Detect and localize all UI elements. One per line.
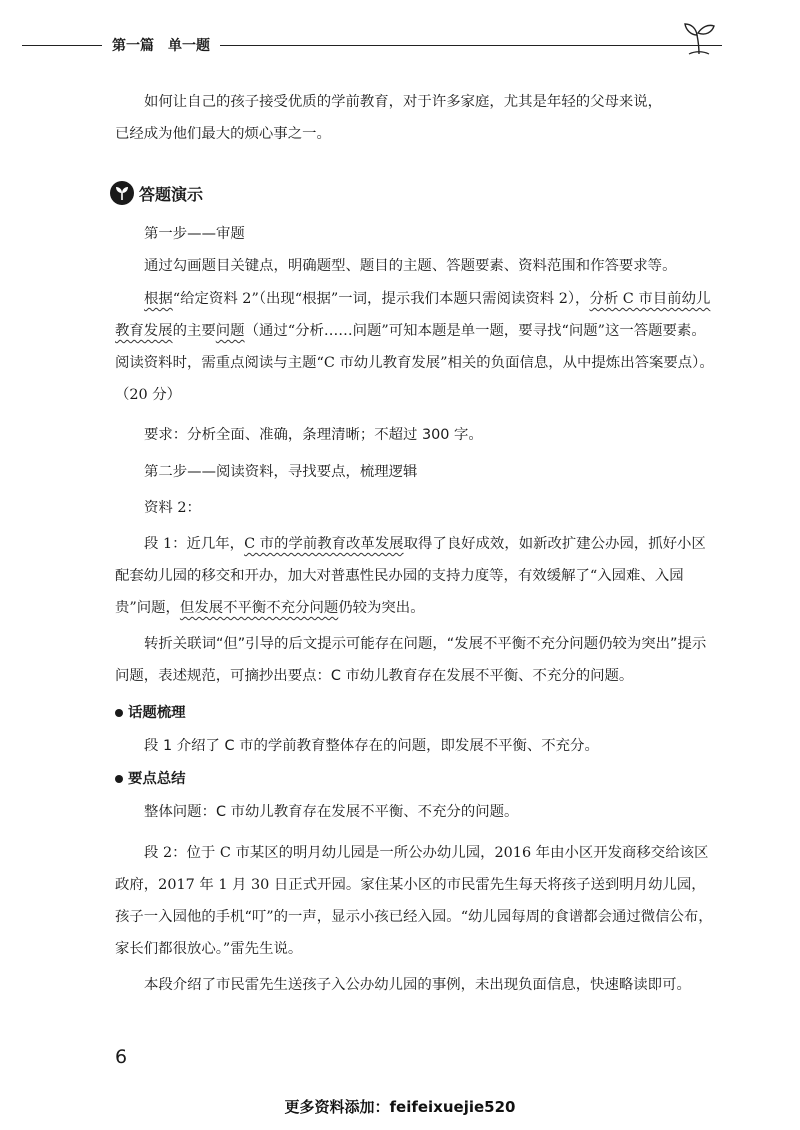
paragraph-1-analysis: 转折关联词“但”引导的后文提示可能存在问题，“发展不平衡不充分问题仍较为突出”提示问题，表述规范，可摘抄出要点：C 市幼儿教育存在发展不平衡、不充分的问题。 bbox=[115, 636, 707, 684]
page-number: 6 bbox=[115, 1046, 128, 1068]
topic-text: 段 1 介绍了 C 市的学前教育整体存在的问题，即发展不平衡、不充分。 bbox=[144, 738, 599, 754]
step2-title: 第二步——阅读资料，寻找要点，梳理逻辑 bbox=[144, 464, 418, 480]
step1-text-1: “给定资料 2”（出现“根据”一词，提示我们本题只需阅读资料 2）， bbox=[172, 291, 590, 307]
footer-promo: 更多资料添加：feifeixuejie520 bbox=[284, 1098, 516, 1116]
keyword-problem: 问题 bbox=[215, 323, 245, 339]
intro-line-2: 已经成为他们最大的烦心事之一。 bbox=[115, 126, 331, 142]
step1-text-2: 的主要 bbox=[172, 323, 216, 339]
material-label: 资料 2： bbox=[144, 500, 201, 516]
section-title: 答题演示 bbox=[139, 184, 204, 204]
step1-requirement: 要求：分析全面、准确，条理清晰；不超过 300 字。 bbox=[144, 427, 483, 443]
paragraph-2-analysis: 本段介绍了市民雷先生送孩子入公办幼儿园的事例，未出现负面信息，快速略读即可。 bbox=[144, 977, 691, 993]
summary-label: 要点总结 bbox=[128, 771, 186, 787]
sprout-badge-icon bbox=[110, 181, 134, 205]
intro-line-1: 如何让自己的孩子接受优质的学前教育，对于许多家庭，尤其是年轻的父母来说， bbox=[144, 94, 663, 110]
material-paragraph-1 bbox=[115, 528, 715, 624]
header-title bbox=[102, 35, 220, 55]
para1-text-2: 取得了良好成效，如新改扩建公办园，抓好小区配套幼儿园的移交和开办，加大对普惠性民办园的支持力度等，有效缓解了“入园难、入园贵”问题， bbox=[115, 536, 706, 616]
para1-text-1: 段 1：近几年， bbox=[144, 536, 245, 552]
header-rule-left bbox=[22, 45, 102, 46]
header-part: 第一篇 bbox=[112, 38, 154, 54]
page-header bbox=[22, 30, 722, 60]
keyword-basis: 根据 bbox=[144, 291, 173, 307]
summary-text: 整体问题：C 市幼儿教育存在发展不平衡、不充分的问题。 bbox=[144, 804, 519, 820]
para1-text-3: 仍较为突出。 bbox=[338, 600, 425, 616]
step1-paragraph-1: 通过勾画题目关键点，明确题型、题目的主题、答题要素、资料范围和作答要求等。 bbox=[144, 258, 677, 274]
keyword-reform: C 市的学前教育改革发展 bbox=[244, 536, 404, 552]
header-question-type: 单一题 bbox=[168, 38, 210, 54]
sprout-icon bbox=[679, 20, 719, 56]
header-rule-right bbox=[220, 45, 722, 46]
bullet-icon bbox=[115, 709, 123, 717]
topic-label: 话题梳理 bbox=[128, 705, 186, 721]
summary-heading bbox=[115, 763, 715, 795]
keyword-imbalance: 但发展不平衡不充分问题 bbox=[179, 600, 339, 616]
material-paragraph-2: 段 2：位于 C 市某区的明月幼儿园是一所公办幼儿园，2016 年由小区开发商移交给该区政府，2017 年 1 月 30 日正式开园。家住某小区的市民雷先生每天将孩子送到明月幼儿园，孩子一入园他的手机“叮”的一声，显示小孩已经入园。“幼儿园每周的食谱都会通过微信公布，家长们都很放心。”雷先生说。 bbox=[115, 845, 713, 957]
topic-heading bbox=[115, 697, 715, 729]
step1-title: 第一步——审题 bbox=[144, 226, 245, 242]
step1-text-3: （通过“分析……问题”可知本题是单一题，要寻找“问题”这一答题要素。阅读资料时，需重点阅读与主题“C 市幼儿教育发展”相关的负面信息，从中提炼出答案要点）。（20 分） bbox=[115, 323, 714, 403]
section-heading bbox=[110, 180, 203, 206]
step1-paragraph-2 bbox=[115, 283, 715, 411]
keyword-analyze: 分析 C 市目前幼儿教育发展 bbox=[115, 291, 711, 339]
bullet-icon bbox=[115, 775, 123, 783]
